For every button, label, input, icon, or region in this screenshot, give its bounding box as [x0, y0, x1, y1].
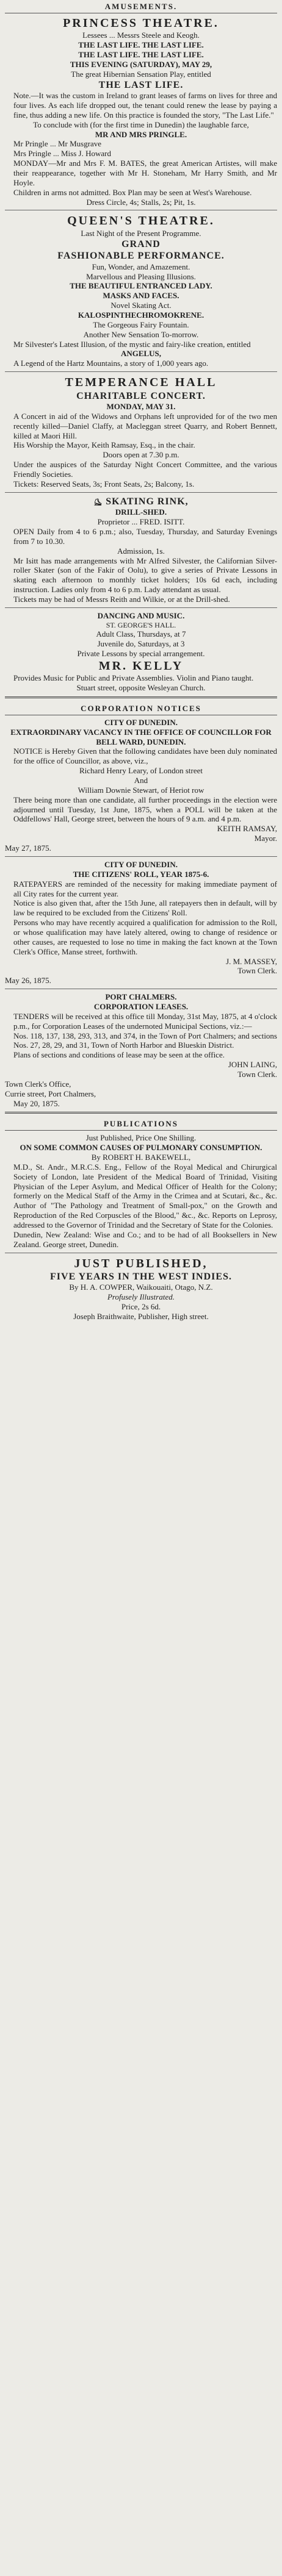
ad-line: Admission, 1s. [117, 546, 165, 556]
divider [5, 856, 277, 857]
ad-line: May 26, 1875. [5, 976, 51, 986]
divider [5, 696, 277, 698]
ad-line: MASKS AND FACES. [103, 291, 179, 301]
section-header-amusements: AMUSEMENTS. [5, 0, 277, 13]
ad-paragraph: MONDAY—Mr and Mrs F. M. BATES, the great American Artistes, will make their reappearance, together with Mr H. Stoneham, Mr Harry Smith, and Mr Hoyle. [13, 159, 277, 187]
ad-paragraph: M.D., St. Andr., M.R.C.S. Eng., Fellow of the Royal Medical and Chirurgical Society of London, late President of the Medical Board of Trinidad, Visiting Physician of the Leper Asylum, and Medical Officer of Health for the Colony; formerly on the Medical Staff of the Army in the Crimea and at Scutari, &c., &c. Author of "The Pathology and Treatment of Small-pox," on the Growth and Reproduction of the Red Corpuscles of the Blood," &c., &c. Reports on Leprosy, addressed to the Governor of Trinidad and the Secretary of State for the Colonies. [13, 1162, 277, 1229]
ad-line: THE BEAUTIFUL ENTRANCED LADY. [70, 281, 212, 291]
ad-dancing-music [5, 611, 277, 693]
ad-princess-theatre [5, 16, 277, 207]
ad-title-text: SKATING RINK, [106, 496, 189, 507]
ad-line: ON SOME COMMON CAUSES OF PULMONARY CONSUMPTION. [20, 1143, 262, 1153]
ad-line: JOHN LAING, [228, 1060, 277, 1070]
divider [5, 492, 277, 493]
ad-line: CHARITABLE CONCERT. [76, 390, 206, 401]
section-header-publications: PUBLICATIONS [5, 1117, 277, 1131]
ad-line: Dress Circle, 4s; Stalls, 2s; Pit, 1s. [86, 197, 196, 207]
ad-paragraph: Nos. 118, 137, 138, 293, 313, and 374, in the Town of Port Chalmers; and sections Nos. 27, 28, 29, and 31, Town of North Harbor and Blueskin District. [13, 1031, 277, 1050]
skate-icon: ⛸ [93, 498, 103, 506]
ad-line: Mayor. [254, 834, 277, 843]
ad-temperance-hall [5, 375, 277, 489]
ad-title: QUEEN'S THEATRE. [67, 214, 215, 228]
ad-line: ST. GEORGE'S HALL. [106, 620, 176, 629]
divider [5, 607, 277, 608]
section-header-corporation: CORPORATION NOTICES [5, 702, 277, 715]
ad-line: GRAND [121, 238, 161, 249]
ad-line: MR. KELLY [98, 659, 184, 673]
ad-line: May 27, 1875. [5, 843, 51, 853]
ad-line: By H. A. COWPER, Waikouaiti, Otago, N.Z. [69, 1283, 213, 1292]
ad-line: Lessees ... Messrs Steele and Keogh. [82, 30, 200, 40]
ad-paragraph: RATEPAYERS are reminded of the necessity for making immediate payment of all City rates for the current year. [13, 879, 277, 898]
ad-line: KEITH RAMSAY, [217, 824, 277, 834]
ad-paragraph: Persons who may have recently acquired a qualification for admission to the Roll, or whose qualification may have lately altered, owing to change of residence or other causes, are requested to lose no time in making the fact known at the Town Clerk's Office, Manse street, forthwith. [13, 918, 277, 956]
ad-paragraph: Plans of sections and conditions of lease may be seen at the office. [13, 1050, 225, 1060]
ad-paragraph: Mr Silvester's Latest Illusion, of the mystic and fairy-like creation, entitled [13, 339, 251, 349]
ad-line: Just Published, Price One Shilling. [85, 1133, 197, 1143]
ad-line: Proprietor ... FRED. ISITT. [97, 517, 185, 527]
ad-line: Town Clerk. [237, 966, 277, 976]
ad-line: And [134, 776, 148, 785]
ad-line: The Gorgeous Fairy Fountain. [93, 320, 189, 329]
ad-line: Adult Class, Thursdays, at 7 [96, 629, 186, 639]
ad-line: By ROBERT H. BAKEWELL, [91, 1152, 191, 1162]
ad-line: Fun, Wonder, and Amazement. [92, 262, 190, 271]
ad-paragraph: TENDERS will be received at this office till Monday, 31st May, 1875, at 4 o'clock p.m., for Corporation Leases of the undernoted Municipal Sections, viz.:— [13, 1011, 277, 1031]
ad-line: Mrs Pringle ... Miss J. Howard [13, 149, 111, 159]
ad-title: DANCING AND MUSIC. [97, 610, 185, 620]
ad-paragraph: There being more than one candidate, all further proceedings in the election were adjourned until Tuesday, 1st June, 1875, when a POLL will be taken at the Oddfellows' Hall, George street, between the hours of 9 a.m. and 4 p.m. [13, 795, 277, 824]
ad-line: THE LAST LIFE. THE LAST LIFE. [78, 40, 204, 50]
ad-paragraph: Note.—It was the custom in Ireland to grant leases of farms on lives for three and four lives. As each life dropped out, the tenant could renew the lease by paying a fine, thus adding a new life. On this practice is founded the story, "The Last Life." [13, 91, 277, 120]
ad-line: FIVE YEARS IN THE WEST INDIES. [50, 1271, 232, 1282]
notice-port-chalmers [5, 992, 277, 1108]
ad-line: Last Night of the Present Programme. [81, 228, 201, 238]
ad-paragraph: Tickets: Reserved Seats, 3s; Front Seats, 2s; Balcony, 1s. [13, 479, 195, 488]
ad-line: JUST PUBLISHED, [74, 1256, 208, 1270]
ad-line: Doors open at 7.30 p.m. [103, 450, 179, 460]
ad-line: Profusely Illustrated. [107, 1292, 175, 1302]
ad-paragraph: Provides Music for Public and Private Assemblies. Violin and Piano taught. [13, 673, 254, 683]
ad-line: J. M. MASSEY, [226, 956, 277, 966]
ad-paragraph: Under the auspices of the Saturday Night Concert Committee, and the various Friendly Societies. [13, 460, 277, 479]
ad-line: Price, 2s 6d. [121, 1302, 161, 1312]
ad-line: Town Clerk. [237, 1069, 277, 1079]
ad-line: William Downie Stewart, of Heriot row [78, 785, 204, 795]
ad-title: PRINCESS THEATRE. [63, 16, 219, 30]
ad-line: ANGELUS, [120, 349, 162, 359]
divider [5, 1112, 277, 1114]
ad-paragraph: A Legend of the Hartz Mountains, a story of 1,000 years ago. [13, 359, 209, 368]
ad-line: Marvellous and Pleasing Illusions. [86, 271, 196, 281]
ad-line: Town Clerk's Office, [5, 1079, 71, 1089]
ad-line: Juvenile do, Saturdays, at 3 [97, 639, 185, 649]
ad-line: The great Hibernian Sensation Play, entitled [71, 69, 211, 79]
ad-paragraph: OPEN Daily from 4 to 6 p.m.; also, Tuesday, Thursday, and Saturday Evenings from 7 to 10.30. [13, 526, 277, 546]
ad-paragraph: NOTICE is Hereby Given that the following candidates have been duly nominated for the office of Councillor, as above, viz., [13, 746, 277, 766]
ad-line: THE LAST LIFE. THE LAST LIFE. [78, 49, 204, 59]
ad-line: DRILL-SHED. [115, 507, 167, 517]
notice-dunedin-vacancy [5, 718, 277, 853]
ad-line: MR AND MRS PRINGLE. [95, 129, 187, 139]
ad-paragraph: His Worship the Mayor, Keith Ramsay, Esq., in the chair. [13, 440, 195, 450]
ad-queens-theatre [5, 213, 277, 368]
ad-line: THE CITIZENS' ROLL, YEAR 1875-6. [73, 869, 209, 879]
ad-paragraph: Notice is also given that, after the 15th June, all ratepayers then in default, will by law be required to be excluded from the Citizens' Roll. [13, 898, 277, 918]
notice-citizens-roll [5, 860, 277, 986]
ad-line: KALOSPINTHECHROMOKRENE. [78, 310, 204, 320]
ad-publication-west-indies [5, 1256, 277, 1322]
ad-line: Currie street, Port Chalmers, [5, 1089, 96, 1098]
ad-paragraph: Tickets may be had of Messrs Reith and Wilkie, or at the Drill-shed. [13, 595, 230, 604]
ad-line: To conclude with (for the first time in Dunedin) the laughable farce, [33, 120, 249, 129]
ad-title [5, 496, 277, 508]
ad-title: TEMPERANCE HALL [65, 376, 217, 390]
ad-line: THIS EVENING (SATURDAY), MAY 29, [70, 59, 212, 69]
ad-publication-consumption [5, 1133, 277, 1249]
ad-title: CITY OF DUNEDIN. [104, 859, 178, 869]
ad-paragraph: Dunedin, New Zealand: Wise and Co.; and to be had of all Booksellers in New Zealand. George street, Dunedin. [13, 1229, 277, 1249]
ad-skating-rink [5, 496, 277, 604]
ad-title: PORT CHALMERS. [105, 992, 177, 1002]
ad-paragraph: A Concert in aid of the Widows and Orphans left unprovided for of the two men recently killed—Daniel Claffy, at Macleggan street Quarry, and Robert Bennett, killed at Maori Hill. [13, 411, 277, 440]
ad-paragraph: Mr Isitt has made arrangements with Mr Alfred Silvester, the Californian Silver-roller Skater (son of the Fakir of Oolu), to give a series of Private Lessons in skating each afternoon to monthly ticket holders; 10s 6d each, including instruction. Ladies only from 4 to 6 p.m. Lady attendant as usual. [13, 556, 277, 595]
ad-title: CITY OF DUNEDIN. [104, 717, 178, 727]
ad-line: CORPORATION LEASES. [93, 1001, 189, 1011]
ad-line: Novel Skating Act. [110, 301, 172, 310]
ad-line: FASHIONABLE PERFORMANCE. [57, 251, 225, 262]
ad-line: Private Lessons by special arrangement. [77, 649, 205, 659]
ad-line: Another New Sensation To-morrow. [83, 329, 199, 339]
ad-paragraph: Children in arms not admitted. Box Plan may be seen at West's Warehouse. [13, 187, 252, 197]
ad-line: May 20, 1875. [13, 1098, 60, 1108]
ad-line: Mr Pringle ... Mr Musgrave [13, 139, 102, 149]
ad-line: Stuart street, opposite Wesleyan Church. [76, 683, 206, 693]
ad-line: MONDAY, MAY 31. [106, 402, 176, 412]
divider [5, 371, 277, 372]
ad-line: Richard Henry Leary, of London street [79, 766, 203, 776]
ad-line: EXTRAORDINARY VACANCY IN THE OFFICE OF COUNCILLOR FOR BELL WARD, DUNEDIN. [10, 727, 272, 746]
ad-line: Joseph Braithwaite, Publisher, High street. [73, 1312, 209, 1322]
ad-line: THE LAST LIFE. [98, 79, 184, 90]
